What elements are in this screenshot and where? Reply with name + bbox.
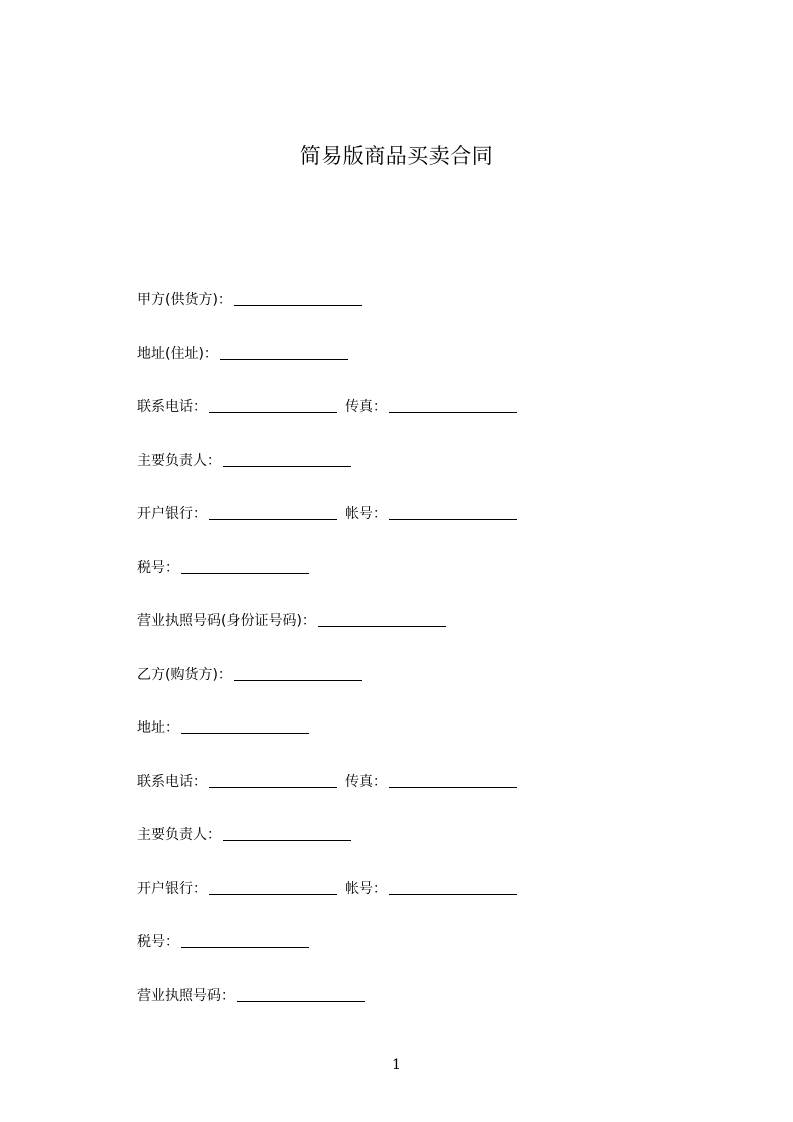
fill-in-blank[interactable] [220,342,348,360]
fill-in-blank[interactable] [318,609,446,627]
buyer-principal-line [137,823,697,877]
buyer-license-line [137,984,697,1038]
field-label: 税号： [137,934,179,950]
fill-in-blank[interactable] [223,449,351,467]
buyer-address-line [137,716,697,770]
field-label: 帐号： [345,506,387,522]
field-label: 开户银行： [137,880,207,897]
field-label: 甲方(供货方)： [137,292,232,308]
buyer-phone-fax-line [137,770,697,824]
page-number: 1 [392,1057,401,1073]
seller-bank-account-line [137,502,697,556]
field-label: 地址： [137,720,179,736]
fill-in-blank[interactable] [181,716,309,734]
fill-in-blank[interactable] [181,556,309,574]
fill-in-blank[interactable] [181,930,309,948]
field-label: 传真： [345,773,387,790]
field-label: 传真： [345,399,387,415]
field-label: 联系电话： [137,773,207,790]
field-label: 联系电话： [137,399,207,415]
fill-in-blank[interactable] [389,877,517,895]
field-label: 乙方(购货方)： [137,666,232,683]
seller-principal-line [137,449,697,503]
buyer-tax-id-line [137,930,697,984]
fill-in-blank[interactable] [209,502,337,520]
buyer-bank-account-line [137,877,697,931]
fill-in-blank[interactable] [209,877,337,895]
party-info-fields [137,288,697,1037]
seller-license-line [137,609,697,663]
fill-in-blank[interactable] [209,770,337,788]
fill-in-blank[interactable] [234,288,362,306]
fill-in-blank[interactable] [234,663,362,681]
field-label: 营业执照号码(身份证号码)： [137,613,316,629]
fill-in-blank[interactable] [223,823,351,841]
document-title: 简易版商品买卖合同 [299,144,494,168]
field-label: 主要负责人： [137,827,221,843]
seller-name-line [137,288,697,342]
seller-address-line [137,342,697,396]
fill-in-blank[interactable] [389,770,517,788]
fill-in-blank[interactable] [389,395,517,413]
field-label: 营业执照号码： [137,987,235,1004]
field-label: 帐号： [345,880,387,897]
seller-phone-fax-line [137,395,697,449]
buyer-name-line [137,663,697,717]
fill-in-blank[interactable] [237,984,365,1002]
fill-in-blank[interactable] [389,502,517,520]
field-label: 开户银行： [137,506,207,522]
seller-tax-id-line [137,556,697,610]
field-label: 主要负责人： [137,452,221,469]
field-label: 地址(住址)： [137,345,218,362]
fill-in-blank[interactable] [209,395,337,413]
field-label: 税号： [137,559,179,576]
